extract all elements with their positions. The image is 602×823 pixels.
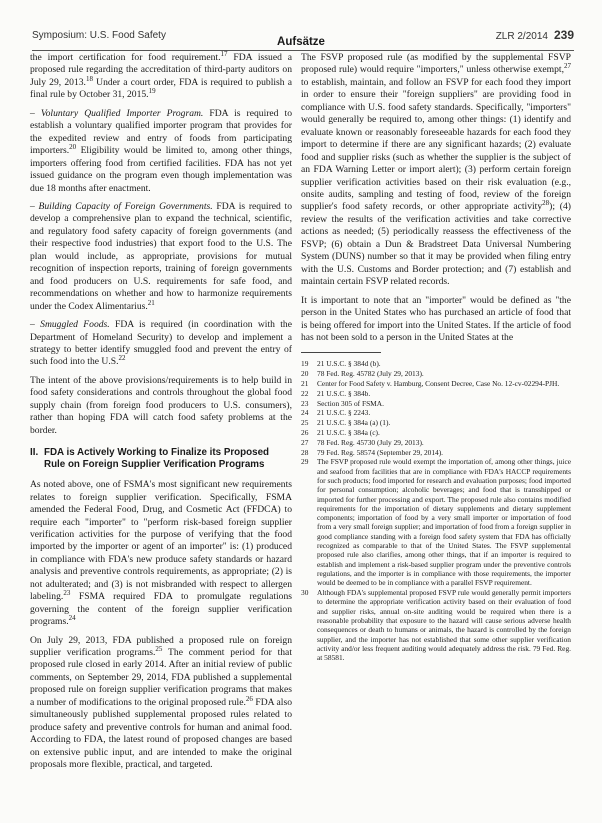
paragraph-as-noted: As noted above, one of FSMA's most significant new requirements relates to foreign supplier verification. Specifically, FSMA amended the Federal Food, Drug, and Cosmetic Act (FFDCA) to require each "importer" to "perform risk-based foreign supplier verification activities for the purpose of verifying that the food imported by the importer or agent of an importer" is: (1) produced in compliance with FDA's new produce safety standards or hazard analysis and preventive controls requirements, as appropriate; (2) is not adulterated; and (3) is not misbranded with respect to allergen labeling.$^{23}$ FSMA required FDA to promulgate regulations governing the content of the foreign supplier verification programs.$^{24}$ [30,479,292,628]
paragraph-intent: The intent of the above provisions/requirements is to help build in food safety considerations and controls throughout the global food supply chain (from foreign food producers to U.S. consumers), rather than hoping FDA will catch food safety problems at the border. [30,374,292,436]
footnote-number: 29 [301,457,309,467]
footnote [301,448,571,457]
footnote-text: The FSVP proposed rule would exempt the importation of, among other things, juice and seafood from facilities that are in compliance with FDA's HACCP requirements for such products; food imported for research and evaluation purposes; food imported for personal consumption; alcoholic beverages; and food that is transshipped or imported for further processing and export. The proposed rule also contains modified requirements for the importation of dietary supplements and dietary supplement components; importation of food by a very small importer or importation of food from a very small foreign supplier; and importation of food from a foreign supplier in good compliance standing with a foreign food safety system that FDA has officially recognized as comparable to that of the United States. The FSVP supplemental proposed rule also clarifies, among other things, that if an importer is required to establish and implement a risk-based supplier program under the preventive controls regulations, and the importer is in compliance with those requirements, the importer would be deemed to be in compliance with a parallel FSVP requirement. [317,457,571,588]
footnote [301,379,571,388]
left-column [30,49,293,778]
footnote-rule [301,352,381,353]
footnote-text: 78 Fed. Reg. 45782 (July 29, 2013). [317,369,424,379]
paragraph-importer-definition: It is important to note that an "importer" would be defined as "the person in the United States who has purchased an article of food that is being offered for import into the United States. If the article of food has not been sold to a person in the United States at the [301,294,571,343]
footnote [301,369,571,378]
footnote-text: Section 305 of FSMA. [317,398,384,408]
footnotes [301,359,571,662]
footnote-number: 22 [301,388,309,398]
footnote [301,399,571,408]
footnote [301,389,571,398]
footnote-text: 21 U.S.C. § 384a (c). [317,428,380,437]
paragraph-vqip: – Voluntary Qualified Importer Program. FDA is required to establish a voluntary qualified importer program that provides for the expedited review and entry of foods from participating importers.$^{20}$ Eligibility would be limited to, among other things, importers offering food from certified facilities. FDA has not yet issued guidance on the program even though implementation was due 18 months after enactment. [30,107,292,194]
right-column [301,52,571,663]
footnote-number: 24 [301,408,309,418]
footnote-text: Although FDA's supplemental proposed FSVP rule would generally permit importers to determine the appropriate verification activity based on their evaluation of food and supplier risks, annual on-site auditing would be required when there is a reasonable probability that exposure to the hazard will cause serious adverse health consequences or death to humans or animals, the hazard is controlled by the foreign supplier, and the importer has not established that some other supplier verification activity and/or less frequent auditing would adequately address the risk. 79 Fed. Reg. at 58581. [317,588,571,663]
paragraph-capacity: – Building Capacity of Foreign Governments. FDA is required to develop a comprehensive plan to expand the technical, scientific, and regulatory food safety capacity of foreign governments (and their respective food industries) that export food to the U.S. The plan would include, as appropriate, provisions for mutual recognition of inspection reports, training of foreign governments and food producers on U.S. requirements for safe food, and recommendations on whether and how to harmonize requirements under the Codex Alimentarius.$^{21}$ [30,200,292,312]
issue-and-page [496,28,574,42]
footnote [301,588,571,662]
footnote-number: 27 [301,437,309,447]
section-title: Aufsätze [277,36,325,48]
paragraph-certification: the import certification for food requirement.$^{17}$ FDA issued a proposed rule regarding the accreditation of third-party auditors on July 29, 2013.18 Under a court order, FDA is required to publish a final rule by October 31, 2015.19 [30,49,293,101]
footnote [301,428,571,437]
footnote-number: 25 [301,418,309,428]
paragraph-fsvp: The FSVP proposed rule (as modified by the supplemental FSVP proposed rule) would require "importers," unless otherwise exempt,$^{27}$ to establish, maintain, and follow an FSVP for each food they import in order to ensure their "foreign suppliers" are providing food in compliance with U.S. food safety standards. Specifically, "importers" would generally be required to, among other things: (1) identify and evaluate known or reasonably foreseeable hazards for each food they import to determine if there are any significant hazards; (2) evaluate food and supplier risks (such as whether the supplier is the subject of an FDA Warning Letter or import alert); (3) perform certain foreign supplier verification activities based on their risk evaluation (e.g., onsite audits, sampling and testing of food, review of the foreign supplier's food safety records, or other appropriate activity$^{28}$); (4) review the results of the verification activities and take corrective actions as needed; (5) periodically reassess the effectiveness of the FSVP; (6) obtain a Dun & Bradstreet Data Universal Numbering System (DUNS) number so that it may be provided when filing entry with the U.S. Customs and Border protection; and (7) establish and maintain certain FSVP related records. [301,52,571,288]
section-heading [30,447,292,471]
footnote-text: 21 U.S.C. § 384d (b). [317,359,381,369]
running-title: Symposium: U.S. Food Safety [32,30,166,41]
footnote-number: 20 [301,369,309,379]
footnote [301,359,571,368]
footnote-number: 26 [301,428,309,437]
section-heading-line1: FDA is Actively Working to Finalize its Proposed [44,447,270,459]
paragraph-smuggled: – Smuggled Foods. FDA is required (in coordination with the Department of Homeland Security) to develop and implement a strategy to better identify smuggled food and prevent the entry of such food into the U.S.$^{22}$ [30,319,292,368]
footnote [301,418,571,427]
footnote-number: 19 [301,359,309,369]
footnote-text: Center for Food Safety v. Hamburg, Consent Decree, Case No. 12-cv-02294-PJH. [317,379,560,389]
page-header [10,22,592,48]
footnote [301,457,571,587]
footnote [301,438,571,447]
page-number: 239 [553,28,574,42]
footnote [301,408,571,417]
section-number: II. [30,447,39,459]
footnote-text: 21 U.S.C. § 2243. [317,408,371,418]
issue-label: ZLR 2/2014 [495,31,548,42]
paragraph-july: On July 29, 2013, FDA published a proposed rule on foreign supplier verification programs.$^{25}$ The comment period for that proposed rule closed in early 2014. After an initial review of public comments, on September 29, 2014, FDA published a supplemental proposed rule on foreign supplier verification programs that makes a number of modifications to the original proposed rule.$^{26}$ FDA also simultaneously published supplemental proposed rules related to produce safety and preventive controls for human and animal food. According to FDA, the latest round of proposed changes are based on extensive public input, and are intended to make the original proposals more flexible, practical, and targeted. [30,634,292,771]
footnote-number: 30 [301,588,309,598]
section-heading-line2: Rule on Foreign Supplier Verification Programs [44,459,265,471]
footnote-number: 21 [301,379,309,389]
footnote-number: 28 [301,447,309,457]
footnote-text: 21 U.S.C. § 384a (a) (1). [317,418,391,428]
footnote-text: 78 Fed. Reg. 45730 (July 29, 2013). [317,437,424,447]
header-rule [32,50,574,51]
footnote-text: 21 U.S.C. § 384b. [317,388,371,398]
footnote-text: 79 Fed. Reg. 58574 (September 29, 2014). [317,447,444,457]
footnote-number: 23 [301,398,309,408]
